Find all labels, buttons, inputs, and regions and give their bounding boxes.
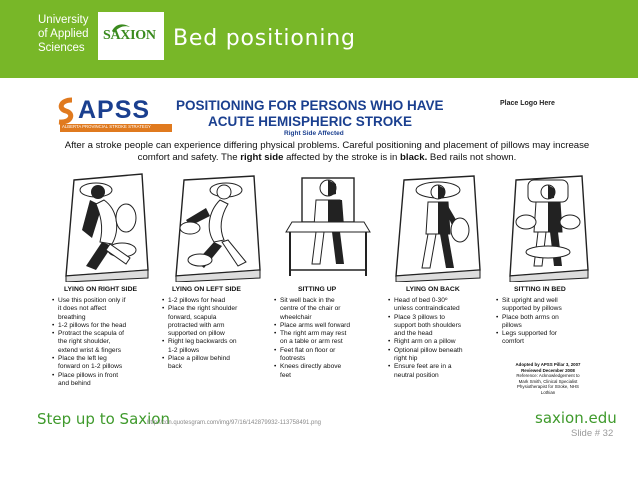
list-item: • Use this position only if [52,297,156,305]
list-item: on a table or arm rest [280,338,343,346]
apss-logo [56,96,172,132]
list-item: pillows [502,321,522,329]
list-item: forward on 1-2 pillows [58,363,123,371]
adoption-line: Mark Smith, Clinical Specialist [518,378,578,384]
source-url[interactable]: http://cdn.quotesgram.com/img/97/16/142879932-113758491.png [147,420,322,426]
adoption-line: Physiotherapist for Stroke, NHS [517,384,579,390]
lying-right-figure [56,170,156,282]
list-item: wheelchair [280,313,312,321]
list-item: • Feet flat on floor or [274,347,382,355]
column-heading: LYING ON RIGHT SIDE [64,286,138,293]
list-item: • Legs supported for [496,330,600,338]
place-logo-text: Place Logo Here [500,100,555,107]
university-line: Sciences [38,42,85,54]
adoption-line: Lothian [540,389,556,395]
list-item: it does not affect [58,305,107,313]
saxion-logo [98,12,164,60]
adoption-note [500,362,596,396]
university-line: of Applied [38,28,89,40]
column-list [388,297,494,380]
slide-number: Slide # 32 [571,428,614,439]
footer-tagline: Step up to Saxion [37,410,170,428]
list-item: footrests [280,355,306,363]
list-item: supported by pillows [502,305,562,313]
intro-text: Bed rails not shown. [427,151,517,163]
list-item: • Protract the scapula of [52,330,156,338]
poster-title-line2: ACUTE HEMISPHERIC STROKE [208,114,413,129]
list-item: the right shoulder, [58,338,111,346]
list-item: 1-2 pillows [168,346,200,354]
list-item: • Ensure feet are in a [388,363,494,371]
lying-left-figure [168,170,268,282]
list-item: supported on pillow [168,330,225,338]
column-heading: LYING ON BACK [406,286,460,293]
intro-text: After a stroke people can experience differing physical problems. Careful positioning and placement of pillows may increase comfort and safety. The [64,140,590,163]
list-item: neutral position [394,371,439,379]
list-item: • Place the left leg [52,355,156,363]
lying-back-figure [388,170,488,282]
list-item: protracted with arm [168,321,225,329]
list-item: • 1-2 pillows for head [162,297,266,305]
list-item: centre of the chair or [280,305,341,313]
list-item: • Head of bed 0-30º [388,297,494,305]
list-item: • Place a pillow behind [162,355,266,363]
adoption-line: Reviewed December 2008 [521,367,575,373]
list-item: comfort [502,338,524,346]
adoption-line: Adopted by APSS Pillar 3, 2007 [515,362,581,367]
sitting-bed-figure [498,170,598,282]
intro-text: affected by the stroke is in [283,151,401,163]
adoption-line: Reference: Acknowledgement to [516,373,580,379]
footer-site-link[interactable]: saxion.edu [535,409,617,427]
list-item: • Right arm on a pillow [388,338,494,346]
column-list [52,297,156,388]
list-item: feet [280,371,291,379]
column-list [162,297,266,372]
list-item: • The right arm may rest [274,330,382,338]
intro-bold-right-side: right side [240,151,284,163]
university-name [38,13,89,55]
column-heading: SITTING UP [298,286,337,293]
university-line: University [38,14,89,26]
list-item: • Place pillows in front [52,372,156,380]
position-figures [56,170,598,282]
list-item: and behind [58,379,91,387]
list-item: • Sit upright and well [496,297,600,305]
column-heading: SITTING IN BED [514,286,566,293]
list-item: unless contraindicated [394,305,460,313]
list-item: back [168,363,182,371]
list-item: breathing [58,313,86,321]
positioning-poster [48,92,604,417]
column-list [274,297,382,380]
list-item: • Sit well back in the [274,297,382,305]
list-item: • Knees directly above [274,363,382,371]
list-item: • Place 3 pillows to [388,314,494,322]
list-item: forward, scapula [168,313,217,321]
sitting-up-figure [278,170,378,282]
intro-bold-black: black. [400,151,428,163]
list-item: extend wrist & fingers [58,346,122,354]
list-item: • Place both arms on [496,314,600,322]
list-item: • Place arms well forward [274,322,382,330]
list-item: • Place the right shoulder [162,305,266,313]
saxion-logo-text: SAXION [103,28,156,43]
list-item: and the head [394,330,433,338]
column-list [496,297,600,347]
list-item: • 1-2 pillows for the head [52,322,156,330]
list-item: right hip [394,355,418,363]
list-item: support both shoulders [394,321,462,329]
apss-emblem-icon [56,97,76,125]
poster-title-line1: POSITIONING FOR PERSONS WHO HAVE [176,98,444,113]
poster-subtitle: Right Side Affected [284,130,344,137]
list-item: • Optional pillow beneath [388,347,494,355]
slide-title: Bed positioning [173,26,356,51]
header-band [0,0,638,78]
column-heading: LYING ON LEFT SIDE [172,286,241,293]
list-item: • Right leg backwards on [162,338,266,346]
poster-intro [54,140,600,163]
apss-letters: APSS [78,96,151,124]
apss-subtitle: ALBERTA PROVINCIAL STROKE STRATEGY [62,124,151,129]
